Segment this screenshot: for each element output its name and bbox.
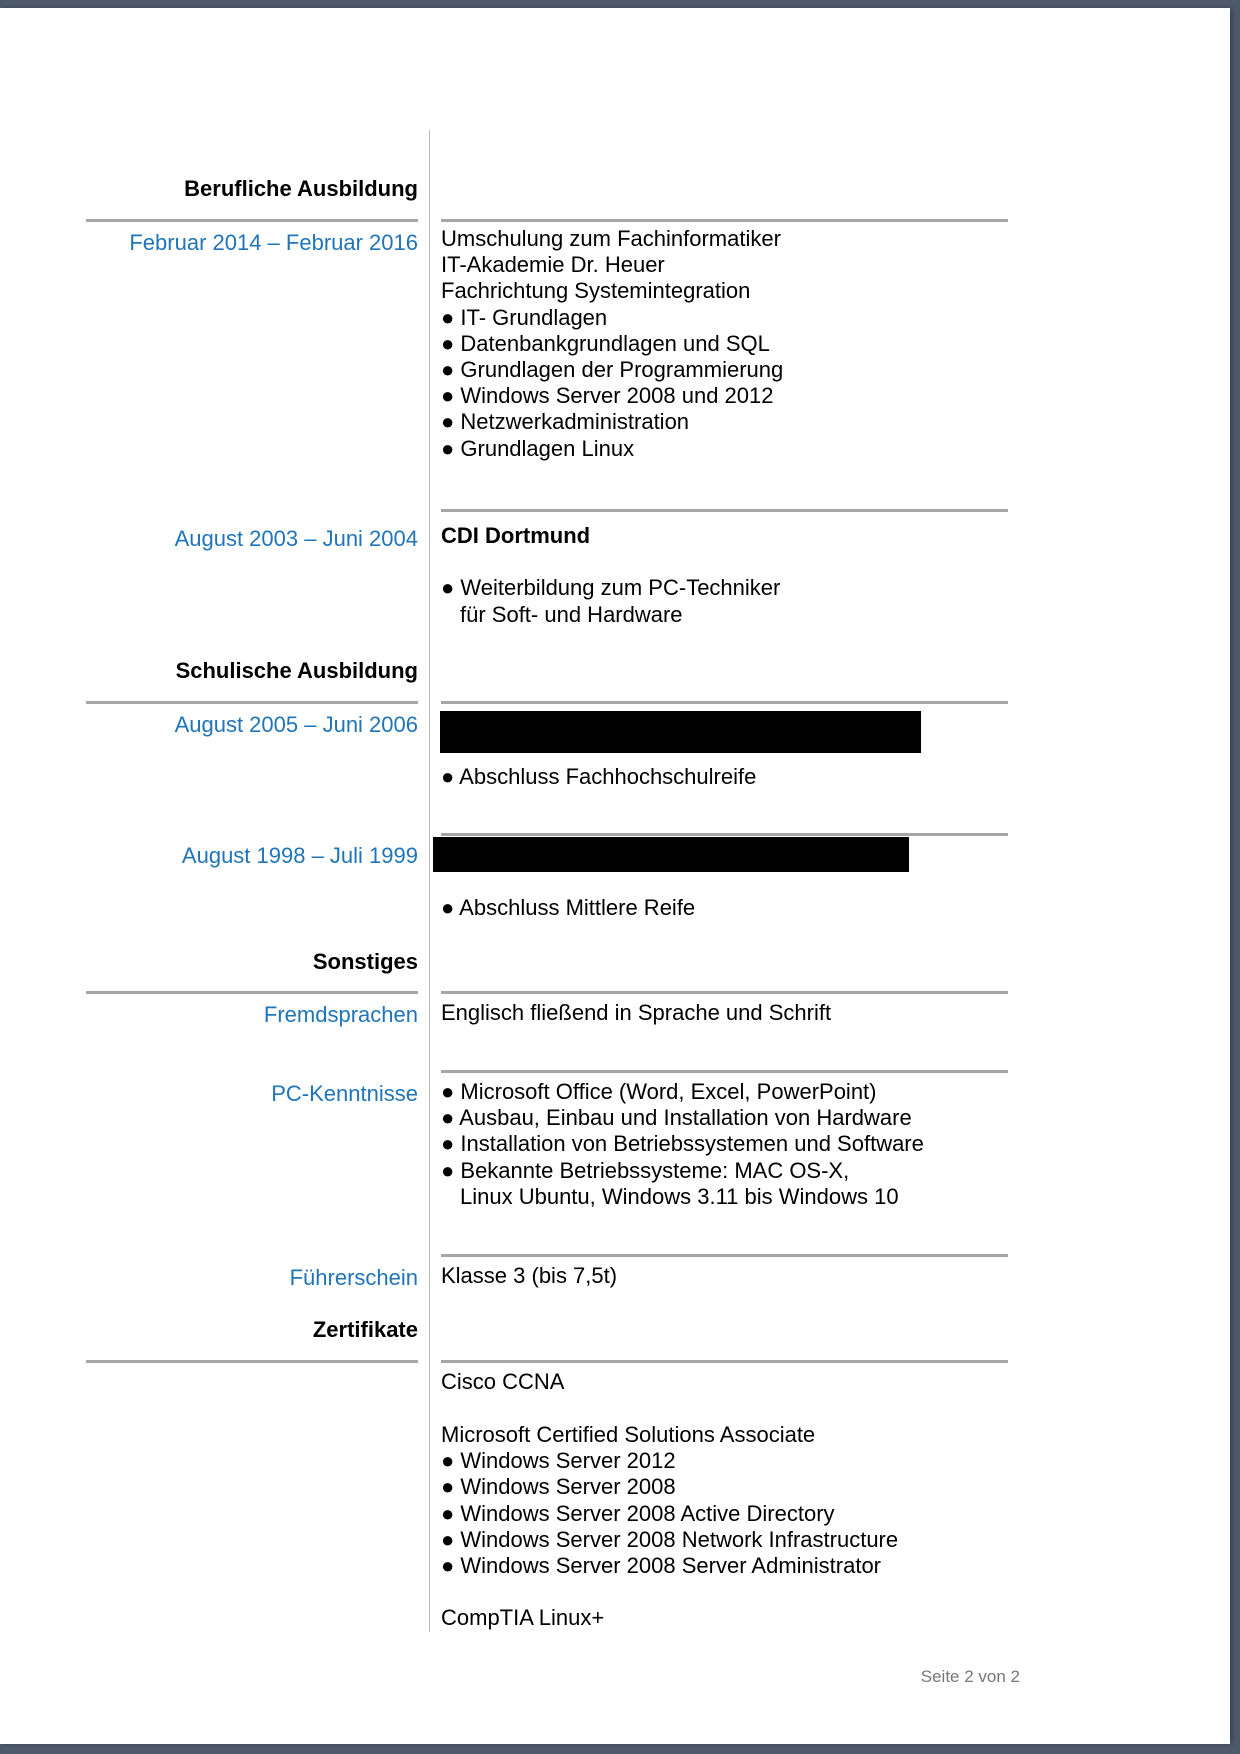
entry-date: Februar 2014 – Februar 2016	[129, 230, 418, 255]
pc-kenntnisse-list	[441, 1079, 924, 1210]
list-item: ● Windows Server 2008 Server Administrator	[441, 1552, 882, 1578]
redaction-bar	[433, 837, 909, 872]
list-item: ● Windows Server 2008 und 2012	[441, 383, 774, 409]
entry-rule	[441, 991, 1008, 994]
entry-rule	[441, 219, 1008, 222]
fuehrerschein-label: Führerschein	[289, 1265, 418, 1290]
list-item: ● Installation von Betriebssystemen und Software	[441, 1131, 924, 1157]
list-item: ● Abschluss Fachhochschulreife	[441, 764, 757, 789]
section-heading-sonstiges: Sonstiges	[312, 949, 418, 974]
list-item-continuation: Linux Ubuntu, Windows 3.11 bis Windows 10	[460, 1183, 899, 1209]
list-item: ● Grundlagen Linux	[441, 435, 635, 461]
entry-rule	[441, 701, 1008, 704]
entry-date: August 2005 – Juni 2006	[174, 712, 418, 737]
list-item: ● Windows Server 2008 Active Directory	[441, 1500, 835, 1526]
cert-comptia: CompTIA Linux+	[441, 1605, 605, 1630]
page-number: Seite 2 von 2	[920, 1667, 1020, 1686]
entry-line: Fachrichtung Systemintegration	[441, 278, 751, 304]
section-heading-schulische-ausbildung: Schulische Ausbildung	[175, 658, 418, 683]
pc-kenntnisse-label: PC-Kenntnisse	[271, 1081, 418, 1106]
section-heading-zertifikate: Zertifikate	[312, 1317, 418, 1342]
cert-cisco: Cisco CCNA	[441, 1369, 565, 1394]
entry-title: CDI Dortmund	[441, 523, 591, 548]
fremdsprachen-label: Fremdsprachen	[263, 1002, 418, 1027]
resume-page	[0, 8, 1230, 1744]
cert-mcsa-list	[441, 1422, 898, 1579]
entry-line: IT-Akademie Dr. Heuer	[441, 252, 665, 278]
list-item: ● Weiterbildung zum PC-Techniker	[441, 575, 781, 600]
entry-date: August 1998 – Juli 1999	[181, 843, 418, 868]
section-heading-berufliche-ausbildung: Berufliche Ausbildung	[184, 176, 418, 201]
entry-details	[441, 226, 783, 462]
list-item: ● Abschluss Mittlere Reife	[441, 895, 696, 920]
entry-rule	[441, 833, 1008, 836]
section-rule-left	[86, 701, 418, 704]
section-rule-left	[86, 219, 418, 222]
entry-date: August 2003 – Juni 2004	[174, 526, 418, 551]
list-item: ● Datenbankgrundlagen und SQL	[441, 330, 770, 356]
entry-rule	[441, 1070, 1008, 1073]
fremdsprachen-text: Englisch fließend in Sprache und Schrift	[441, 1000, 832, 1025]
list-item: ● Windows Server 2012	[441, 1448, 676, 1474]
list-item: ● IT- Grundlagen	[441, 304, 608, 330]
list-item: ● Grundlagen der Programmierung	[441, 356, 784, 382]
list-item: ● Windows Server 2008	[441, 1474, 676, 1500]
list-item: ● Windows Server 2008 Network Infrastructure	[441, 1526, 899, 1552]
list-item-continuation: für Soft- und Hardware	[460, 602, 683, 627]
redaction-bar	[440, 711, 921, 753]
column-divider	[429, 130, 430, 1632]
list-item: ● Ausbau, Einbau und Installation von Hardware	[441, 1105, 912, 1131]
entry-rule	[441, 509, 1008, 512]
list-item: ● Microsoft Office (Word, Excel, PowerPoint)	[441, 1079, 877, 1104]
section-rule-left	[86, 991, 418, 994]
fuehrerschein-text: Klasse 3 (bis 7,5t)	[441, 1263, 618, 1288]
entry-line: Umschulung zum Fachinformatiker	[441, 226, 781, 251]
entry-rule	[441, 1360, 1008, 1363]
section-rule-left	[86, 1360, 418, 1363]
entry-rule	[441, 1254, 1008, 1257]
list-item: ● Bekannte Betriebssysteme: MAC OS-X,	[441, 1157, 850, 1183]
cert-mcsa-title: Microsoft Certified Solutions Associate	[441, 1422, 816, 1447]
list-item: ● Netzwerkadministration	[441, 409, 690, 435]
